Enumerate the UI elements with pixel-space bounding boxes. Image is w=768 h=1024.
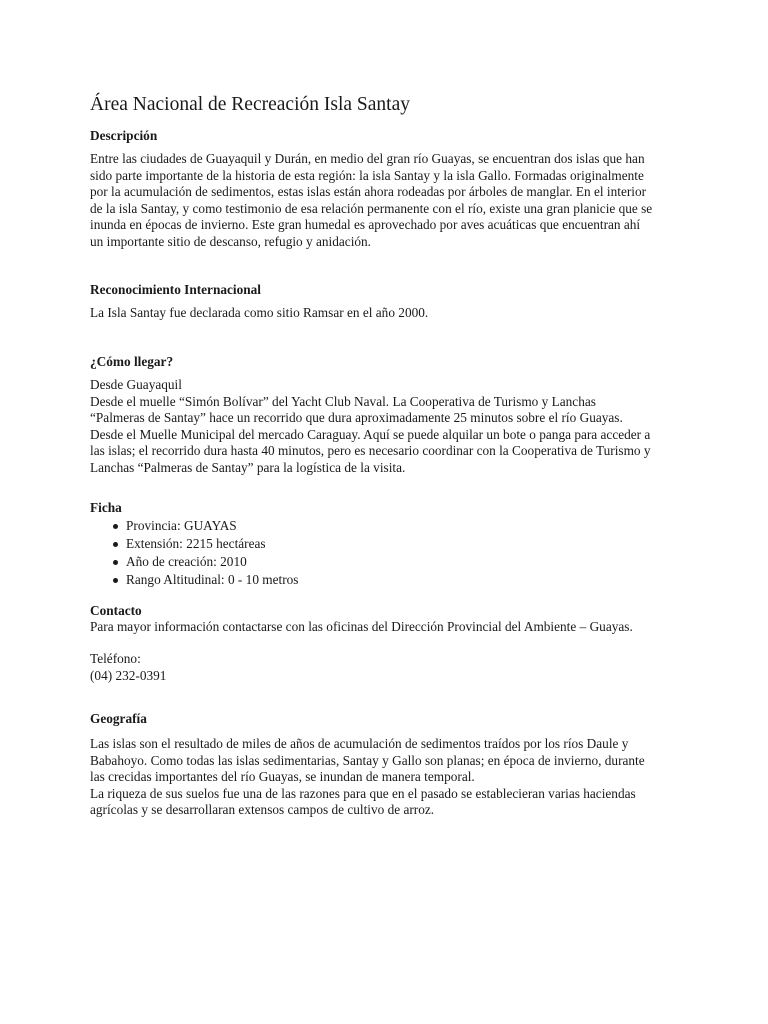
section-heading-geografia: Geografía <box>90 711 147 726</box>
list-item <box>90 571 298 589</box>
section-heading-contacto: Contacto <box>90 603 142 618</box>
bullet-icon <box>113 578 118 583</box>
bullet-icon <box>113 542 118 547</box>
section-heading-descripcion: Descripción <box>90 128 158 143</box>
como-llegar-paragraph <box>90 377 690 476</box>
list-item-text: Provincia: GUAYAS <box>126 518 237 533</box>
list-item-text: Extensión: 2215 hectáreas <box>126 536 266 551</box>
text-line: Desde el Muelle Municipal del mercado Caraguay. Aquí se puede alquilar un bote o panga para acceder a <box>90 426 651 442</box>
page-title: Área Nacional de Recreación Isla Santay <box>90 94 410 115</box>
section-heading-ficha: Ficha <box>90 500 122 515</box>
text-line: Entre las ciudades de Guayaquil y Durán, en medio del gran río Guayas, se encuentran dos islas que han <box>90 151 645 166</box>
reconocimiento-paragraph <box>90 305 690 322</box>
phone-label: Teléfono: <box>90 651 141 666</box>
text-line: Para mayor información contactarse con las oficinas del Dirección Provincial del Ambiente – Guayas. <box>90 619 633 634</box>
list-item <box>90 553 298 571</box>
list-item-text: Rango Altitudinal: 0 - 10 metros <box>126 572 299 587</box>
text-line: “Palmeras de Santay” hace un recorrido que dura aproximadamente 25 minutos sobre el río Guayas. <box>90 410 623 425</box>
text-line: Las islas son el resultado de miles de años de acumulación de sedimentos traídos por los ríos Daule y <box>90 736 629 751</box>
text-line: por la acumulación de sedimentos, estas islas están ahora rodeadas por árboles de manglar. En el interior <box>90 184 647 199</box>
text-line: agrícolas y se desarrollaran extensos campos de cultivo de arroz. <box>90 802 435 817</box>
contacto-paragraph <box>90 619 690 636</box>
text-line: Babahoyo. Como todas las islas sedimentarias, Santay y Gallo son planas; en época de invierno, durante <box>90 752 645 768</box>
section-heading-reconocimiento: Reconocimiento Internacional <box>90 282 261 297</box>
text-line: La Isla Santay fue declarada como sitio Ramsar en el año 2000. <box>90 305 429 320</box>
text-line: La riqueza de sus suelos fue una de las razones para que en el pasado se establecieran varias haciendas <box>90 785 636 801</box>
geografia-paragraph <box>90 736 690 819</box>
text-line: inunda en épocas de invierno. Este gran humedal es aprovechado por aves acuáticas que encuentran ahí <box>90 217 641 232</box>
text-line: las crecidas importantes del río Guayas, se inundan de manera temporal. <box>90 769 475 784</box>
ficha-list <box>90 517 298 589</box>
section-heading-como-llegar: ¿Cómo llegar? <box>90 354 174 369</box>
contacto-phone-block <box>90 651 690 684</box>
text-line: Lanchas “Palmeras de Santay” para la logística de la visita. <box>90 459 406 475</box>
text-line: un importante sitio de descanso, refugio y anidación. <box>90 233 372 249</box>
text-line: sido parte importante de la historia de esta región: la isla Santay y la isla Gallo. Formadas originalmente <box>90 167 644 183</box>
descripcion-paragraph <box>90 151 690 250</box>
bullet-icon <box>113 560 118 565</box>
bullet-icon <box>113 524 118 529</box>
text-line: de la isla Santay, y como testimonio de esa relación permanente con el río, existe una gran planicie que se <box>90 200 653 216</box>
text-line: las islas; el recorrido dura hasta 40 minutos, pero es necesario coordinar con la Cooperativa de Turismo y <box>90 443 651 458</box>
phone-number: (04) 232-0391 <box>90 667 167 683</box>
list-item <box>90 517 298 535</box>
text-line: Desde Guayaquil <box>90 377 182 392</box>
list-item <box>90 535 298 553</box>
text-line: Desde el muelle “Simón Bolívar” del Yacht Club Naval. La Cooperativa de Turismo y Lanchas <box>90 393 596 409</box>
list-item-text: Año de creación: 2010 <box>126 554 247 569</box>
